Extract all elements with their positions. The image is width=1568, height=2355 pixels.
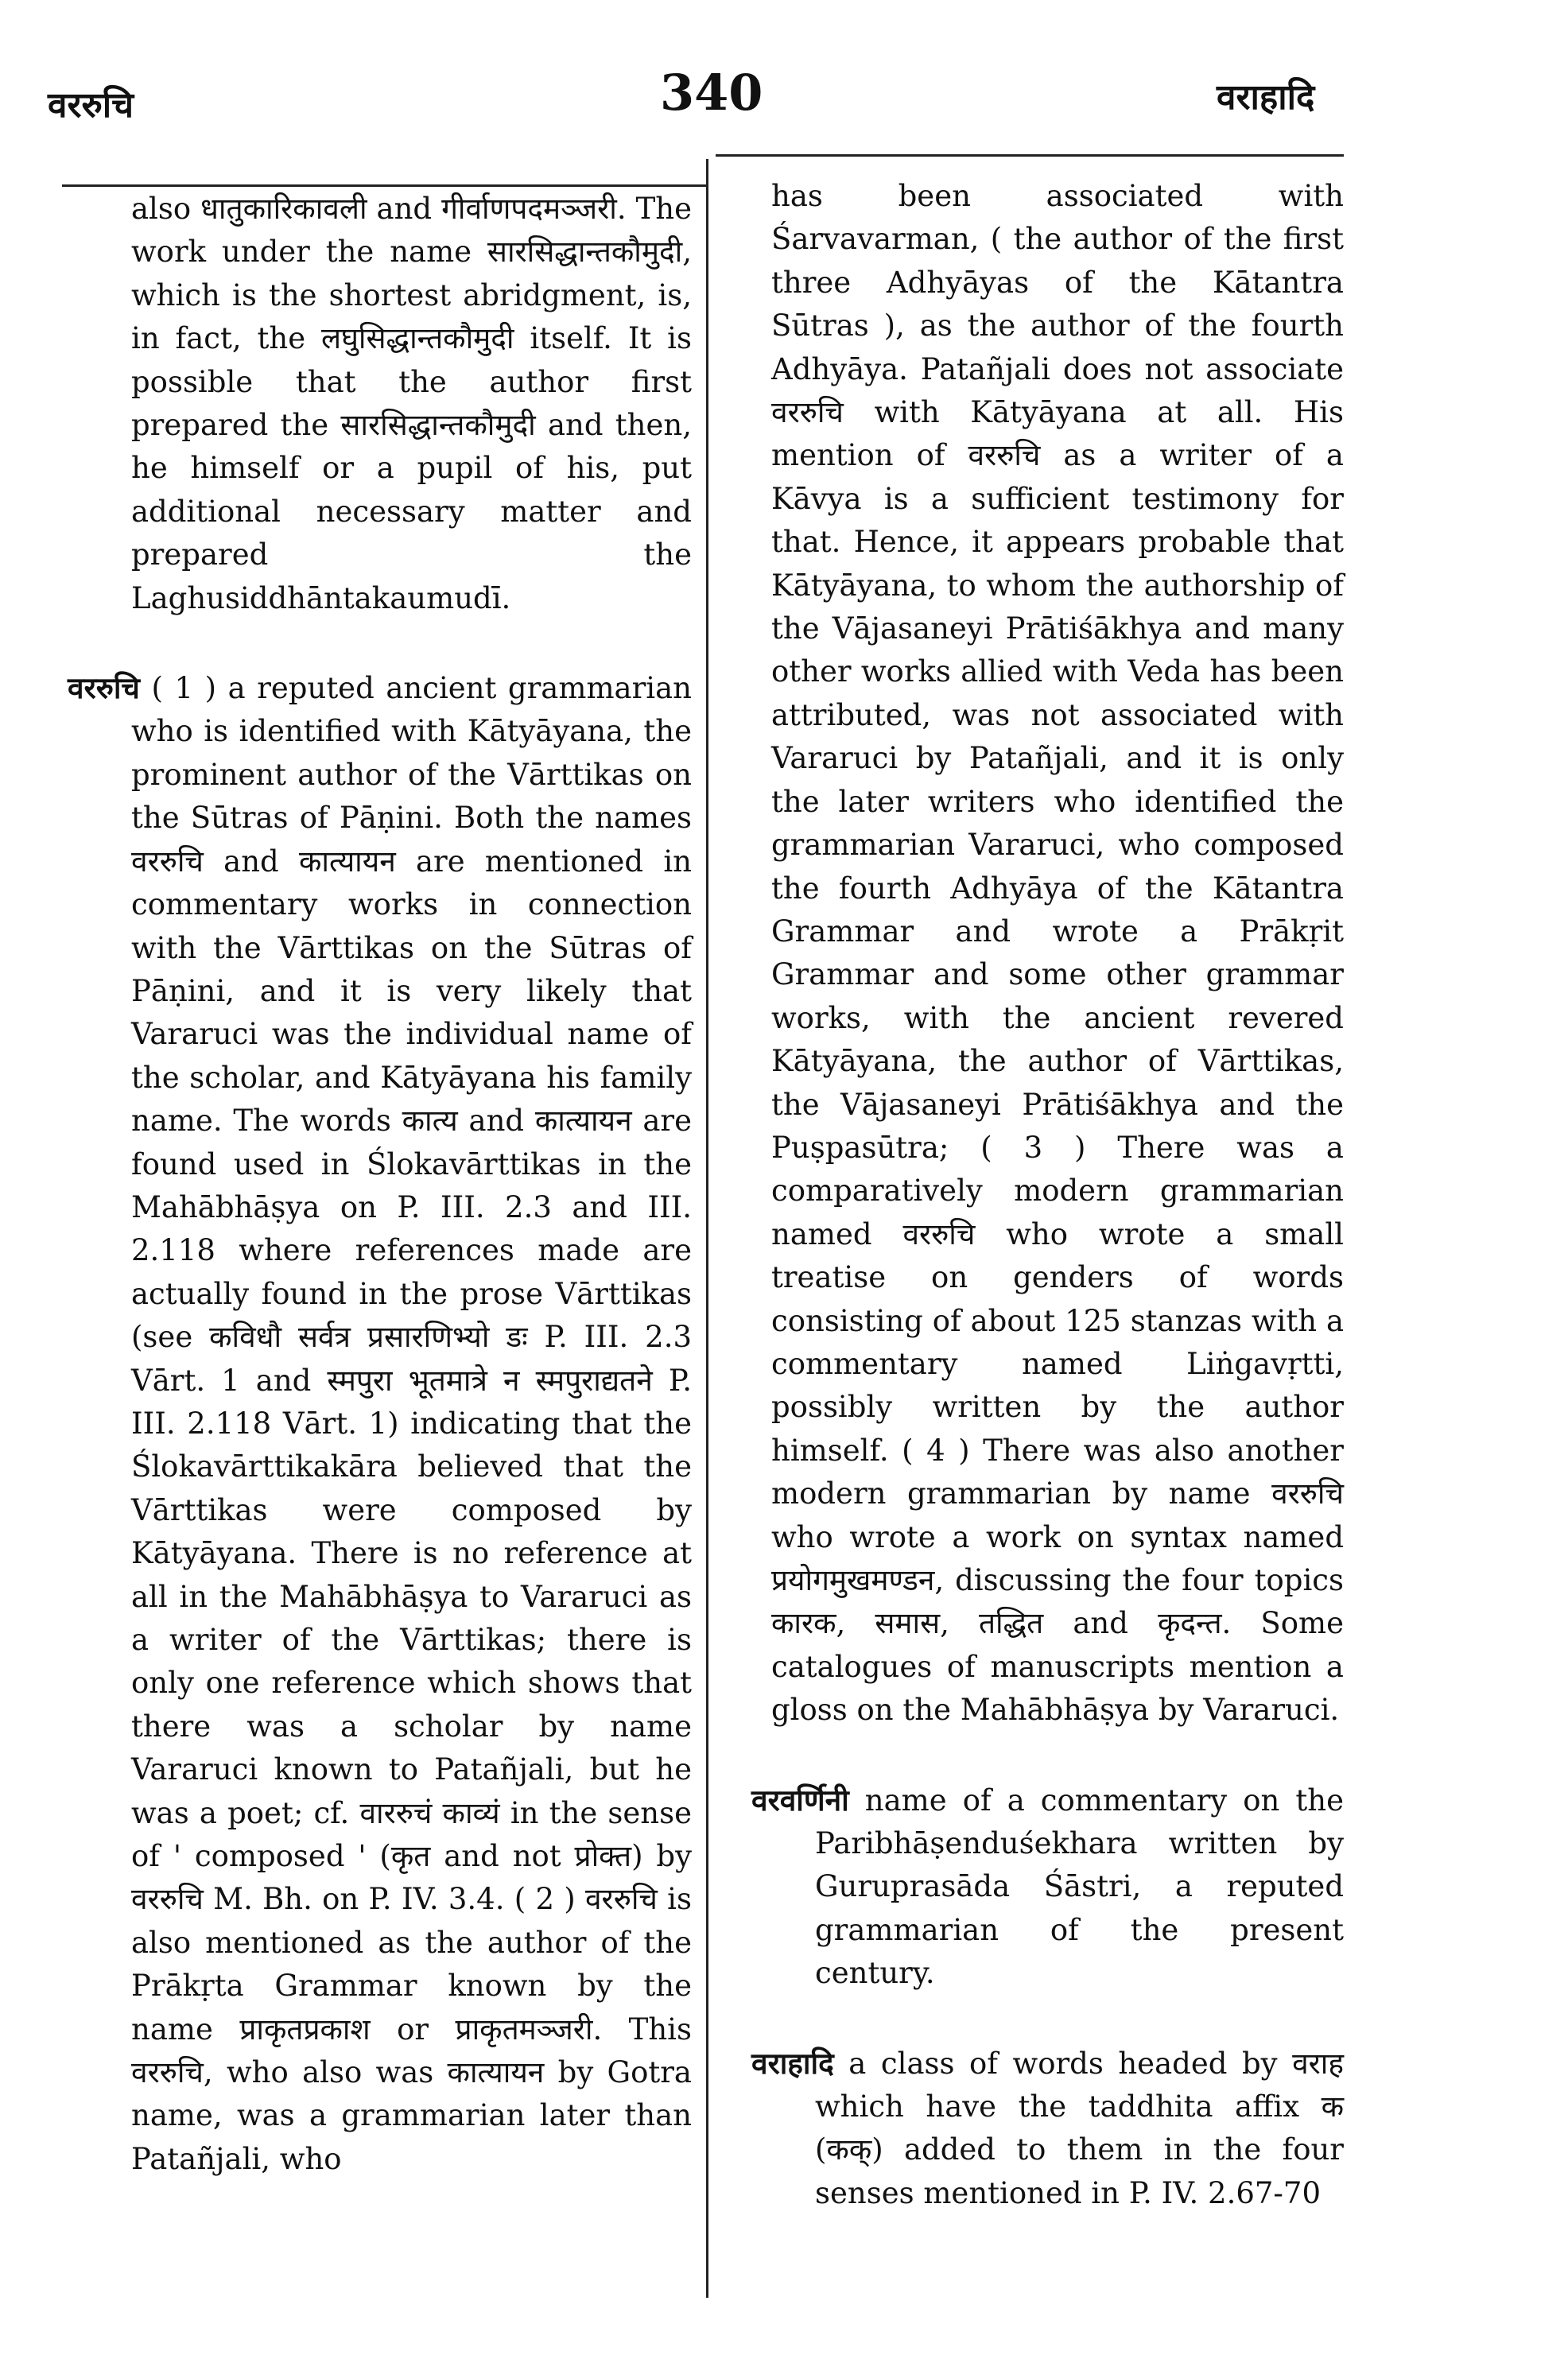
entry-headword: वरवर्णिनी bbox=[751, 1782, 849, 1818]
continued-paragraph-left: also धातुकारिकावली and गीर्वाणपदमञ्जरी. The work under the name सारसिद्धान्तकौमुदी, which is the shortest abridgment, is, in fact, the लघुसिद्धान्तकौमुदी itself. It is possible that the author first prepared the सारसिद्धान्तकौमुदी and then, he himself or a pupil of his, put additional necessary matter and prepared the Laghusiddhāntakaumudī. bbox=[131, 192, 692, 615]
entry-text: a class of words headed by वराह which have the taddhita affix क (कक्) added to them in the four senses mentioned in P. IV. 2.67-70 bbox=[815, 2046, 1344, 2210]
right-running-headword: वराहादि bbox=[1217, 77, 1315, 118]
left-column bbox=[68, 188, 693, 2181]
right-column bbox=[751, 175, 1344, 2215]
dictionary-entry-varahadi bbox=[751, 2042, 1344, 2216]
header-rule-left bbox=[62, 184, 706, 187]
running-head bbox=[0, 56, 1568, 127]
column-divider bbox=[706, 159, 708, 2298]
entry-headword: वराहादि bbox=[751, 2045, 834, 2081]
page-number: 340 bbox=[660, 64, 763, 122]
left-running-headword: वररुचि bbox=[48, 85, 134, 126]
entry-headword: वररुचि bbox=[68, 670, 140, 706]
entry-text: name of a commentary on the Paribhāṣenduśekhara written by Guruprasāda Śāstri, a reputed grammarian of the present century. bbox=[815, 1783, 1344, 1991]
entry-text: ( 1 ) a reputed ancient grammarian who is identified with Kātyāyana, the prominent author of the Vārttikas on the Sūtras of Pāṇini. Both the names वररुचि and कात्यायन are mentioned in commentary works in connection with the Vārttikas on the Sūtras of Pāṇini, and it is very likely that Vararuci was the individual name of the scholar, and Kātyāyana his family name. The words कात्य and कात्यायन are found used in Ślokavārttikas in the Mahābhāṣya on P. III. 2.3 and III. 2.118 where references made are actually found in the prose Vārttikas (see कविधौ सर्वत्र प्रसारणिभ्यो डः P. III. 2.3 Vārt. 1 and स्मपुरा भूतमात्रे न स्मपुराद्यतने P. III. 2.118 Vārt. 1) indicating that the Ślokavārttikakāra believed that the Vārttikas were composed by Kātyāyana. There is no reference at all in the Mahābhāṣya to Vararuci as a writer of the Vārttikas; there is only one reference which shows that there was a scholar by name Vararuci known to Patañjali, but he was a poet; cf. वाररुचं काव्यं in the sense of ' composed ' (कृत and not प्रोक्त) by वररुचि M. Bh. on P. IV. 3.4. ( 2 ) वररुचि is also mentioned as the author of the Prākṛta Grammar known by the name प्राकृतप्रकाश or प्राकृतमञ्जरी. This वररुचि, who also was कात्यायन by Gotra name, was a grammarian later than Patañjali, who bbox=[131, 671, 693, 2176]
header-rule-right bbox=[716, 154, 1344, 157]
dictionary-entry-vararuci bbox=[68, 666, 693, 2181]
continued-paragraph-right: has been associated with Śarvavarman, ( the author of the first three Adhyāyas of the Kātantra Sūtras ), as the author of the fourth Adhyāya. Patañjali does not associate वररुचि with Kātyāyana at all. His mention of वररुचि as a writer of a Kāvya is a sufficient testimony for that. Hence, it appears probable that Kātyāyana, to whom the authorship of the Vājasaneyi Prātiśākhya and many other works allied with Veda has been attributed, was not associated with Vararuci by Patañjali, and it is only the later writers who identified the grammarian Vararuci, who composed the fourth Adhyāya of the Kātantra Grammar and wrote a Prākṛit Grammar and some other grammar works, with the ancient revered Kātyāyana, the author of Vārttikas, the Vājasaneyi Prātiśākhya and the Puṣpasūtra; ( 3 ) There was a comparatively modern grammarian named वररुचि who wrote a small treatise on genders of words consisting of about 125 stanzas with a commentary named Liṅgavṛtti, possibly written by the author himself. ( 4 ) There was also another modern grammarian by name वररुचि who wrote a work on syntax named प्रयोगमुखमण्डन, discussing the four topics कारक, समास, तद्धित and कृदन्त. Some catalogues of manuscripts mention a gloss on the Mahābhāṣya by Vararuci. bbox=[771, 179, 1344, 1728]
dictionary-entry-varavarnini bbox=[751, 1779, 1344, 1996]
